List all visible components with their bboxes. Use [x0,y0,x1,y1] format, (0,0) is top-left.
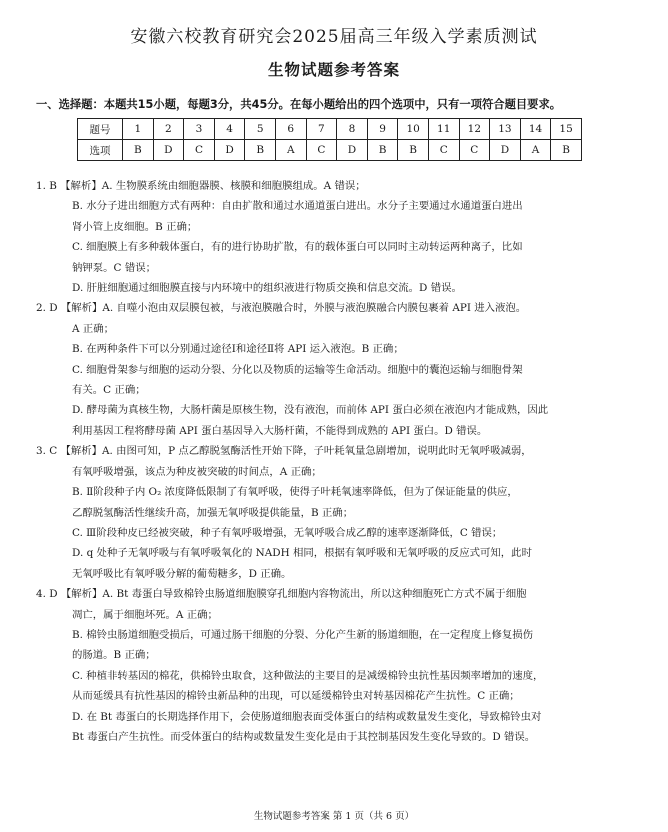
explanation-line: 有关。C 正确； [72,384,146,397]
explanation-line: B. Ⅱ阶段种子内 O₂ 浓度降低限制了有氧呼吸，使得子叶耗氧速率降低，但为了保证能量的供应， [72,486,518,499]
question-number: 5 [245,119,276,140]
question-explanation-start: 1. B 【解析】A. 生物膜系统由细胞器膜、核膜和细胞膜组成。A 错误； [36,180,366,192]
answer-cell: B [123,140,154,161]
row-label-answer: 选项 [78,140,123,161]
section-heading: 一、选择题：本题共15小题，每题3分，共45分。在每小题给出的四个选项中，只有一项符合题目要求。 [36,98,562,111]
explanation-line: C. 细胞骨架参与细胞的运动分裂、分化以及物质的运输等生命活动。细胞中的囊泡运输与细胞骨架 [72,363,523,376]
explanation-line: C. 种植非转基因的棉花，供棉铃虫取食，这种做法的主要目的是减缓棉铃虫抗性基因频率增加的速度， [72,669,544,682]
question-number: 11 [428,119,459,140]
explanation-line: 乙醇脱氢酶活性继续升高，加强无氧呼吸提供能量，B 正确； [72,506,354,519]
explanation-line: 无氧呼吸比有氧呼吸分解的葡萄糖多，D 正确。 [72,567,292,580]
answer-cell: B [551,140,582,161]
explanation-line: 利用基因工程将酵母菌 API 蛋白基因导入大肠杆菌，不能得到成熟的 API 蛋白。D 错误。 [72,424,488,437]
explanation-line: D. 在 Bt 毒蛋白的长期选择作用下，会使肠道细胞表面受体蛋白的结构或数量发生变化，导致棉铃虫对 [72,710,542,723]
question-explanation-start: 3. C 【解析】A. 由图可知，P 点乙醇脱氢酶活性开始下降，子叶耗氧量急剧增加，说明此时无氧呼吸减弱， [36,445,532,458]
explanation-line: A 正确； [72,322,114,335]
answer-cell: C [459,140,490,161]
question-number: 15 [551,119,582,140]
answer-cell: B [398,140,429,161]
explanation-line: 从而延缓具有抗性基因的棉铃虫新品种的出现，可以延缓棉铃虫对转基因棉花产生抗性。C 正确； [72,690,520,703]
answer-cell: C [184,140,215,161]
answer-cell: B [367,140,398,161]
explanation-line: Bt 毒蛋白产生抗性。而受体蛋白的结构或数量发生变化是由于其控制基因发生变化导致的。D 错误。 [72,730,536,743]
answer-table [77,118,582,161]
question-number: 10 [398,119,429,140]
answer-cell: D [490,140,521,161]
question-number: 9 [367,119,398,140]
page-title: 安徽六校教育研究会2025届高三年级入学素质测试 [130,27,538,47]
question-number: 2 [153,119,184,140]
explanation-line: D. 肝脏细胞通过细胞膜直接与内环境中的组织液进行物质交换和信息交流。D 错误。 [72,282,462,295]
explanation-line: 凋亡，属于细胞坏死。A 正确； [72,608,218,621]
page-subtitle: 生物试题参考答案 [267,61,400,79]
question-number: 3 [184,119,215,140]
explanation-line: C. 细胞膜上有多种载体蛋白，有的进行协助扩散，有的载体蛋白可以同时主动转运两种离子，比如 [72,241,523,254]
explanation-line: B. 棉铃虫肠道细胞受损后，可通过肠干细胞的分裂、分化产生新的肠道细胞，在一定程度上修复损伤 [72,628,534,641]
question-number: 8 [337,119,368,140]
explanation-body [36,176,632,747]
explanation-line: C. Ⅲ阶段种皮已经被突破，种子有氧呼吸增强，无氧呼吸合成乙醇的速率逐渐降低，C 错误； [72,526,503,539]
answer-cell: A [520,140,551,161]
question-number-row [78,119,582,140]
question-number: 1 [123,119,154,140]
explanation-line: 有氧呼吸增强，该点为种皮被突破的时间点，A 正确； [72,465,322,478]
explanation-line: B. 在两种条件下可以分别通过途径Ⅰ和途径Ⅱ将 API 运入液泡。B 正确； [72,343,404,356]
question-number: 7 [306,119,337,140]
answer-cell: D [214,140,245,161]
question-number: 13 [490,119,521,140]
answer-cell: D [153,140,184,161]
question-number: 6 [275,119,306,140]
question-explanation-start: 2. D 【解析】A. 自噬小泡由双层膜包被，与液泡膜融合时，外膜与液泡膜融合内膜包裹着 API 进入液泡。 [36,302,527,315]
answer-cell: B [245,140,276,161]
question-number: 4 [214,119,245,140]
answer-row [78,140,582,161]
row-label-number: 题号 [78,119,123,140]
question-number: 14 [520,119,551,140]
explanation-line: 钠钾泵。C 错误； [72,261,156,274]
explanation-line: B. 水分子进出细胞方式有两种：自由扩散和通过水通道蛋白进出。水分子主要通过水通道蛋白进出 [72,200,523,213]
explanation-line: D. q 处种子无氧呼吸与有氧呼吸氧化的 NADH 相同，根据有氧呼吸和无氧呼吸的反应式可知，此时 [72,547,532,560]
explanation-line: 的肠道。B 正确； [72,649,156,662]
answer-cell: C [428,140,459,161]
answer-cell: A [275,140,306,161]
question-number: 12 [459,119,490,140]
page-footer: 生物试题参考答案 第 1 页（共 6 页） [253,811,415,822]
explanation-line: 肾小管上皮细胞。B 正确； [72,220,198,233]
explanation-line: D. 酵母菌为真核生物，大肠杆菌是原核生物，没有液泡，而前体 API 蛋白必须在液泡内才能成熟，因此 [72,404,549,417]
answer-cell: D [337,140,368,161]
question-explanation-start: 4. D 【解析】A. Bt 毒蛋白导致棉铃虫肠道细胞膜穿孔细胞内容物流出，所以这种细胞死亡方式不属于细胞 [36,588,527,601]
answer-cell: C [306,140,337,161]
